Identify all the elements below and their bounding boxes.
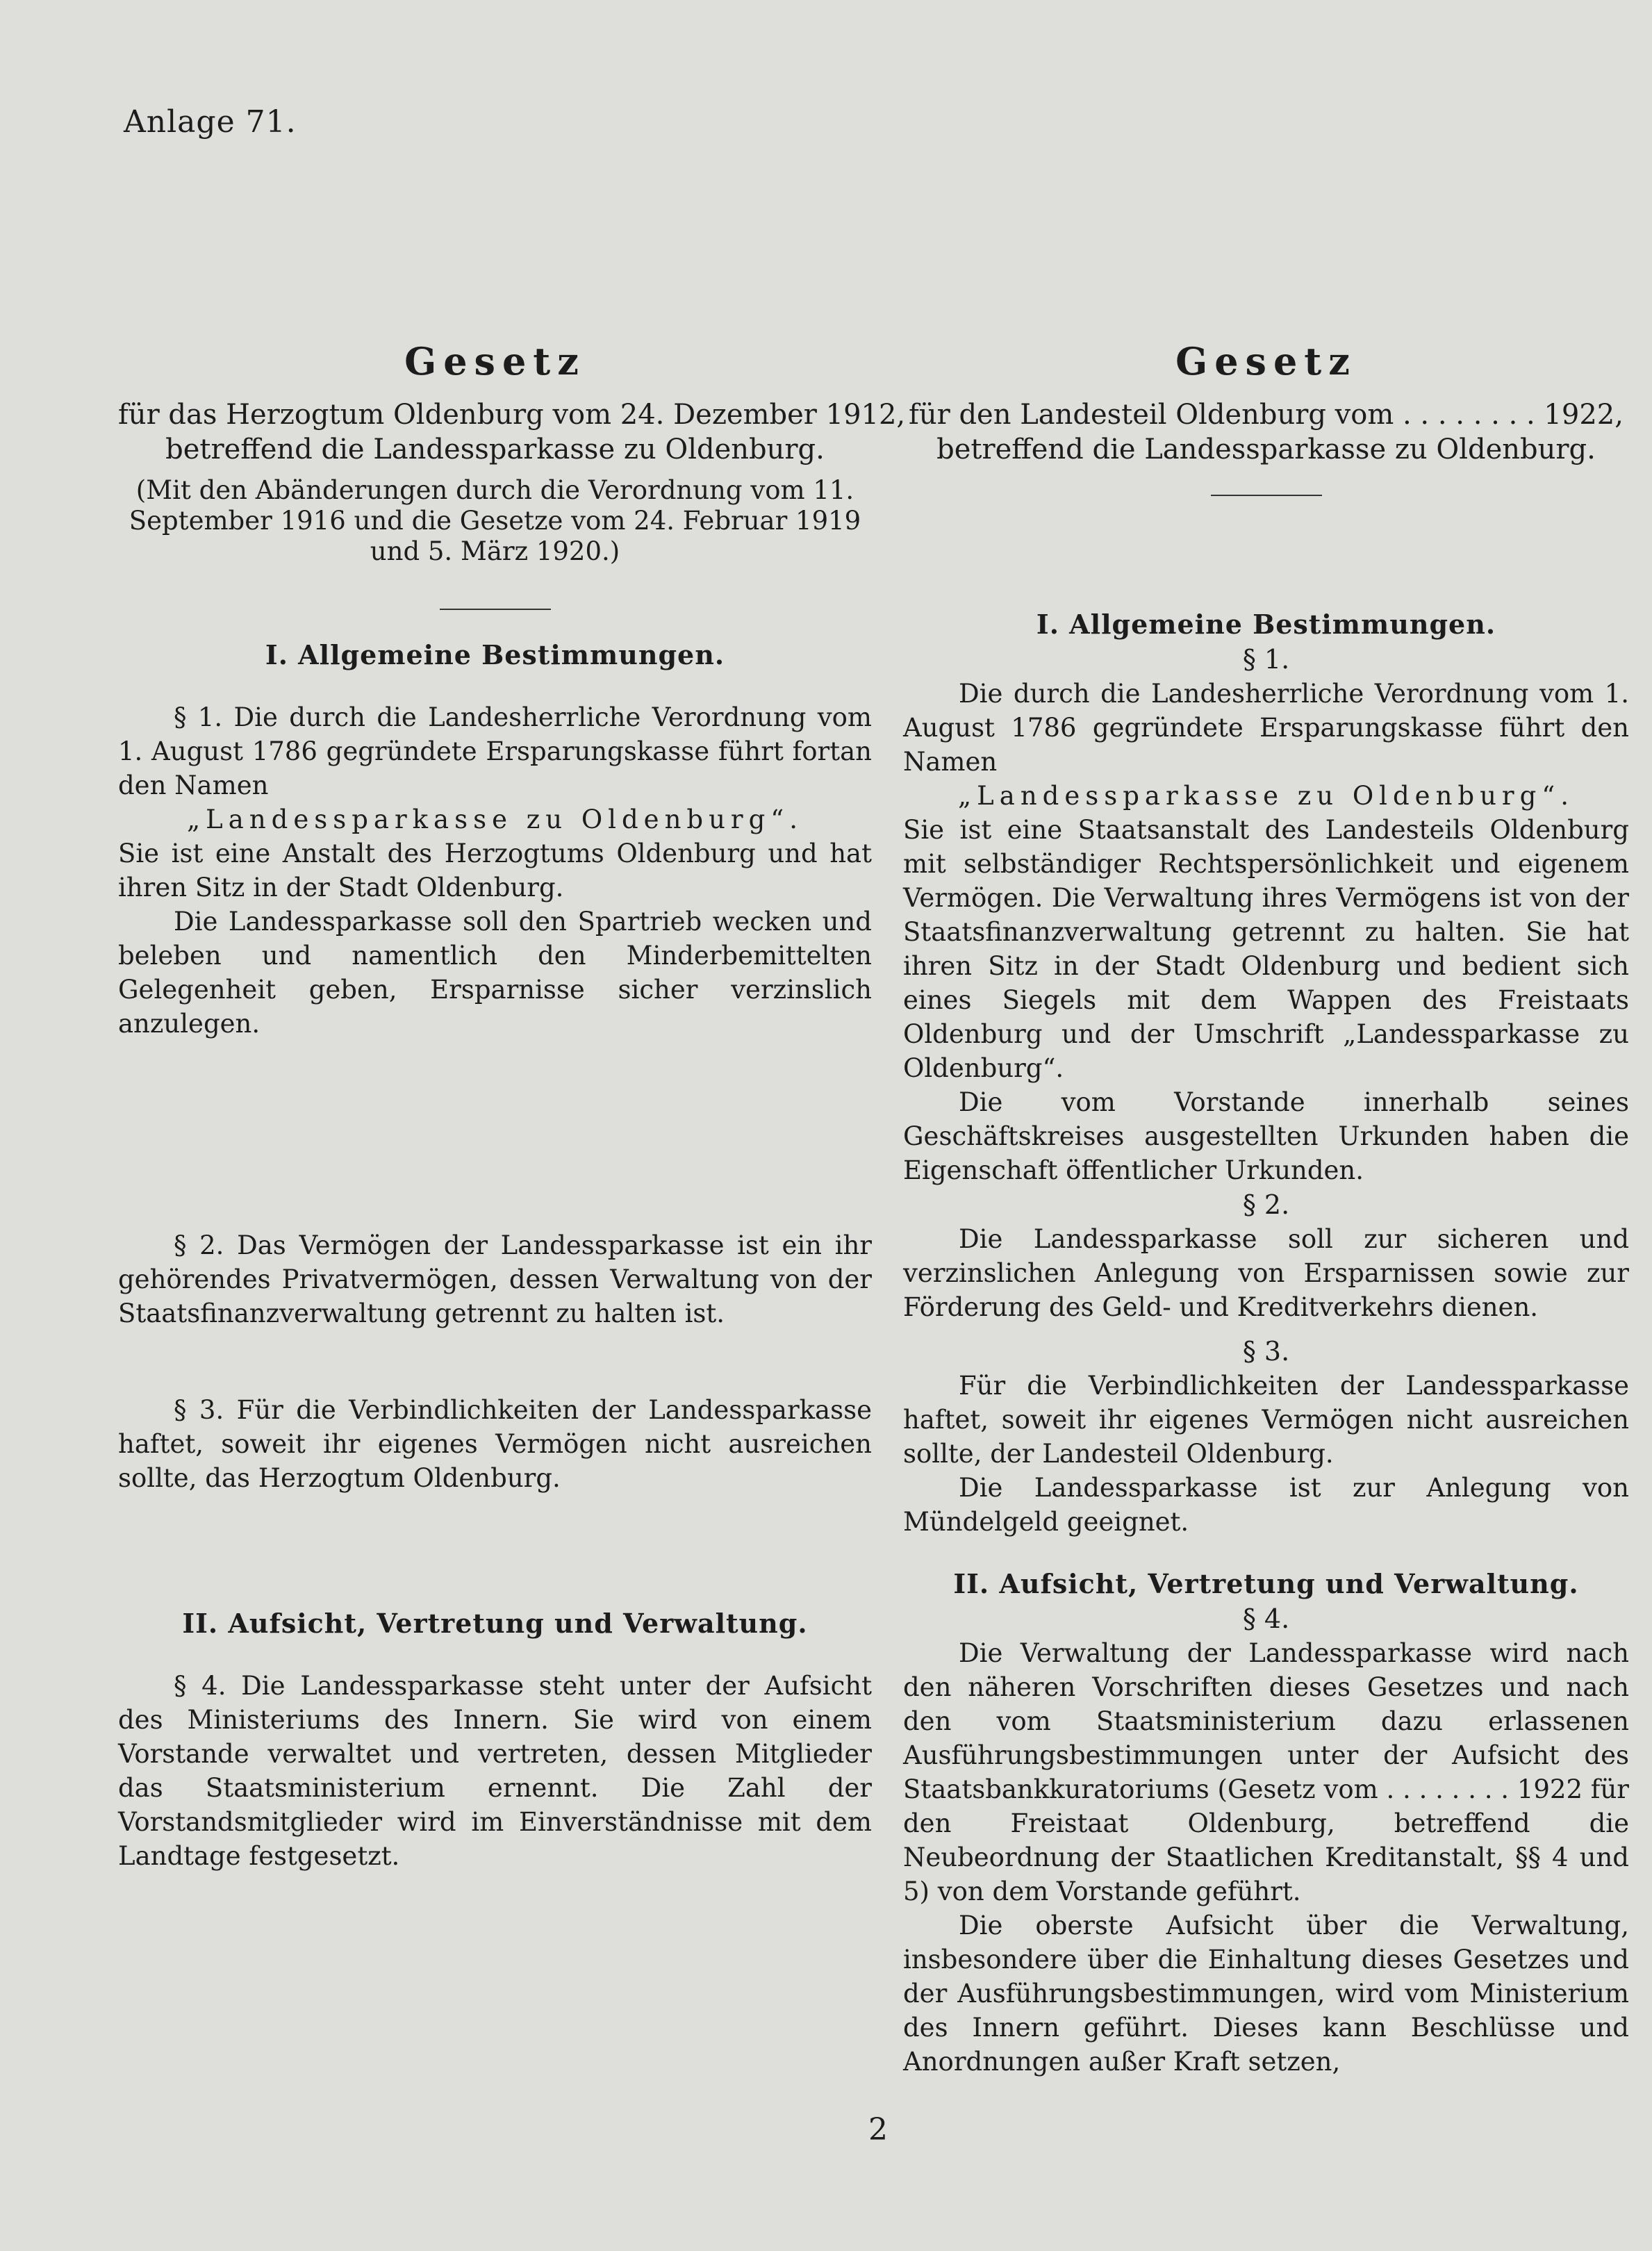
- right-paragraph-4-b: Die oberste Aufsicht über die Verwaltung, insbesondere über die Einhaltung dieses Gesetzes und der Ausführungsbestimmungen, wird vom Ministerium des Innern geführt. Dieses kann Beschlüsse und Anordnungen außer Kraft setzen,: [903, 1911, 1629, 2077]
- left-section-2-heading: II. Aufsicht, Vertretung und Verwaltung.: [182, 1608, 808, 1639]
- right-paragraph-1: Die durch die Landesherrliche Verordnung vom 1. August 1786 gegründete Ersparungskasse führt den Namen: [903, 679, 1629, 777]
- page-number: 2: [868, 2112, 888, 2147]
- left-paragraph-1-name: „Landessparkasse zu Oldenburg“.: [187, 805, 803, 834]
- right-mark-3: § 3.: [1242, 1336, 1290, 1367]
- left-column: [118, 333, 906, 1873]
- left-paragraph-1-continuation: Sie ist eine Anstalt des Herzogtums Oldenburg und hat ihren Sitz in der Stadt Oldenburg.: [118, 839, 872, 902]
- left-section-1-heading: I. Allgemeine Bestimmungen.: [265, 639, 725, 670]
- right-paragraph-1-name: „Landessparkasse zu Oldenburg“.: [958, 781, 1574, 811]
- right-paragraph-4: Die Verwaltung der Landessparkasse wird nach den näheren Vorschriften dieses Gesetzes und nach den vom Staatsministerium dazu erlassenen Ausführungsbestimmungen unter der Aufsicht des Staatsbankkuratoriums (Gesetz vom . . . . . . . . 1922 für den Freistaat Oldenburg, betreffend die Neubeordnung der Staatlichen Kreditanstalt, §§ 4 und 5) von dem Vorstande geführt.: [903, 1638, 1629, 1906]
- left-paragraph-3: § 3. Für die Verbindlichkeiten der Landessparkasse haftet, soweit ihr eigenes Vermögen nicht ausreichen sollte, das Herzogtum Oldenburg.: [118, 1395, 872, 1493]
- right-paragraph-3: Für die Verbindlichkeiten der Landessparkasse haftet, soweit ihr eigenes Vermögen nicht ausreichen sollte, der Landesteil Oldenburg.: [903, 1371, 1629, 1469]
- right-mark-2: § 2.: [1242, 1189, 1290, 1220]
- left-paragraph-1: § 1. Die durch die Landesherrliche Verordnung vom 1. August 1786 gegründete Ersparungskasse führt fortan den Namen: [118, 702, 872, 800]
- right-paragraph-1-continuation: Sie ist eine Staatsanstalt des Landesteils Oldenburg mit selbständiger Rechtspersönlichkeit und eigenem Vermögen. Die Verwaltung ihres Vermögens ist von der Staatsfinanzverwaltung getrennt zu halten. Sie hat ihren Sitz in der Stadt Oldenburg und bedient sich eines Siegels mit dem Wappen des Freistaats Oldenburg und der Umschrift „Landessparkasse zu Oldenburg“.: [903, 815, 1629, 1083]
- left-paragraph-2: § 2. Das Vermögen der Landessparkasse ist ein ihr gehörendes Privatvermögen, dessen Verwaltung von der Staatsfinanzverwaltung getrennt zu halten ist.: [118, 1230, 872, 1328]
- right-mark-1: § 1.: [1242, 644, 1290, 675]
- right-subtitle-line-2: betreffend die Landessparkasse zu Oldenburg.: [936, 434, 1596, 465]
- left-amendment-note: (Mit den Abänderungen durch die Verordnung vom 11. September 1916 und die Gesetze vom 24. Februar 1919 und 5. März 1920.): [129, 475, 861, 566]
- right-paragraph-2: Die Landessparkasse soll zur sicheren und verzinslichen Anlegung von Ersparnissen sowie zur Förderung des Geld- und Kreditverkehrs dienen.: [903, 1224, 1629, 1322]
- right-mark-4: § 4.: [1242, 1603, 1290, 1634]
- left-subtitle-line-1: für das Herzogtum Oldenburg vom 24. Dezember 1912,: [118, 399, 906, 431]
- left-paragraph-1-purpose: Die Landessparkasse soll den Spartrieb wecken und beleben und namentlich den Minderbemittelten Gelegenheit geben, Ersparnisse sicher verzinslich anzulegen.: [118, 907, 872, 1039]
- right-subtitle-line-1: für den Landesteil Oldenburg vom . . . . . . . . 1922,: [909, 399, 1624, 431]
- left-subtitle-line-2: betreffend die Landessparkasse zu Oldenburg.: [165, 434, 825, 465]
- right-section-1-heading: I. Allgemeine Bestimmungen.: [1036, 609, 1496, 640]
- right-column: [903, 333, 1629, 2079]
- right-paragraph-1-documents: Die vom Vorstande innerhalb seines Geschäftskreises ausgestellten Urkunden haben die Eigenschaft öffentlicher Urkunden.: [903, 1087, 1629, 1185]
- left-paragraph-4: § 4. Die Landessparkasse steht unter der Aufsicht des Ministeriums des Innern. Sie wird von einem Vorstande verwaltet und vertreten, dessen Mitglieder das Staatsministerium ernennt. Die Zahl der Vorstandsmitglieder wird im Einverständnisse mit dem Landtage festgesetzt.: [118, 1671, 872, 1871]
- right-paragraph-3-b: Die Landessparkasse ist zur Anlegung von Mündelgeld geeignet.: [903, 1473, 1629, 1537]
- right-section-2-heading: II. Aufsicht, Vertretung und Verwaltung.: [953, 1568, 1579, 1599]
- right-title: Gesetz: [1175, 339, 1357, 384]
- left-title: Gesetz: [404, 339, 586, 384]
- annex-label: Anlage 71.: [124, 104, 297, 140]
